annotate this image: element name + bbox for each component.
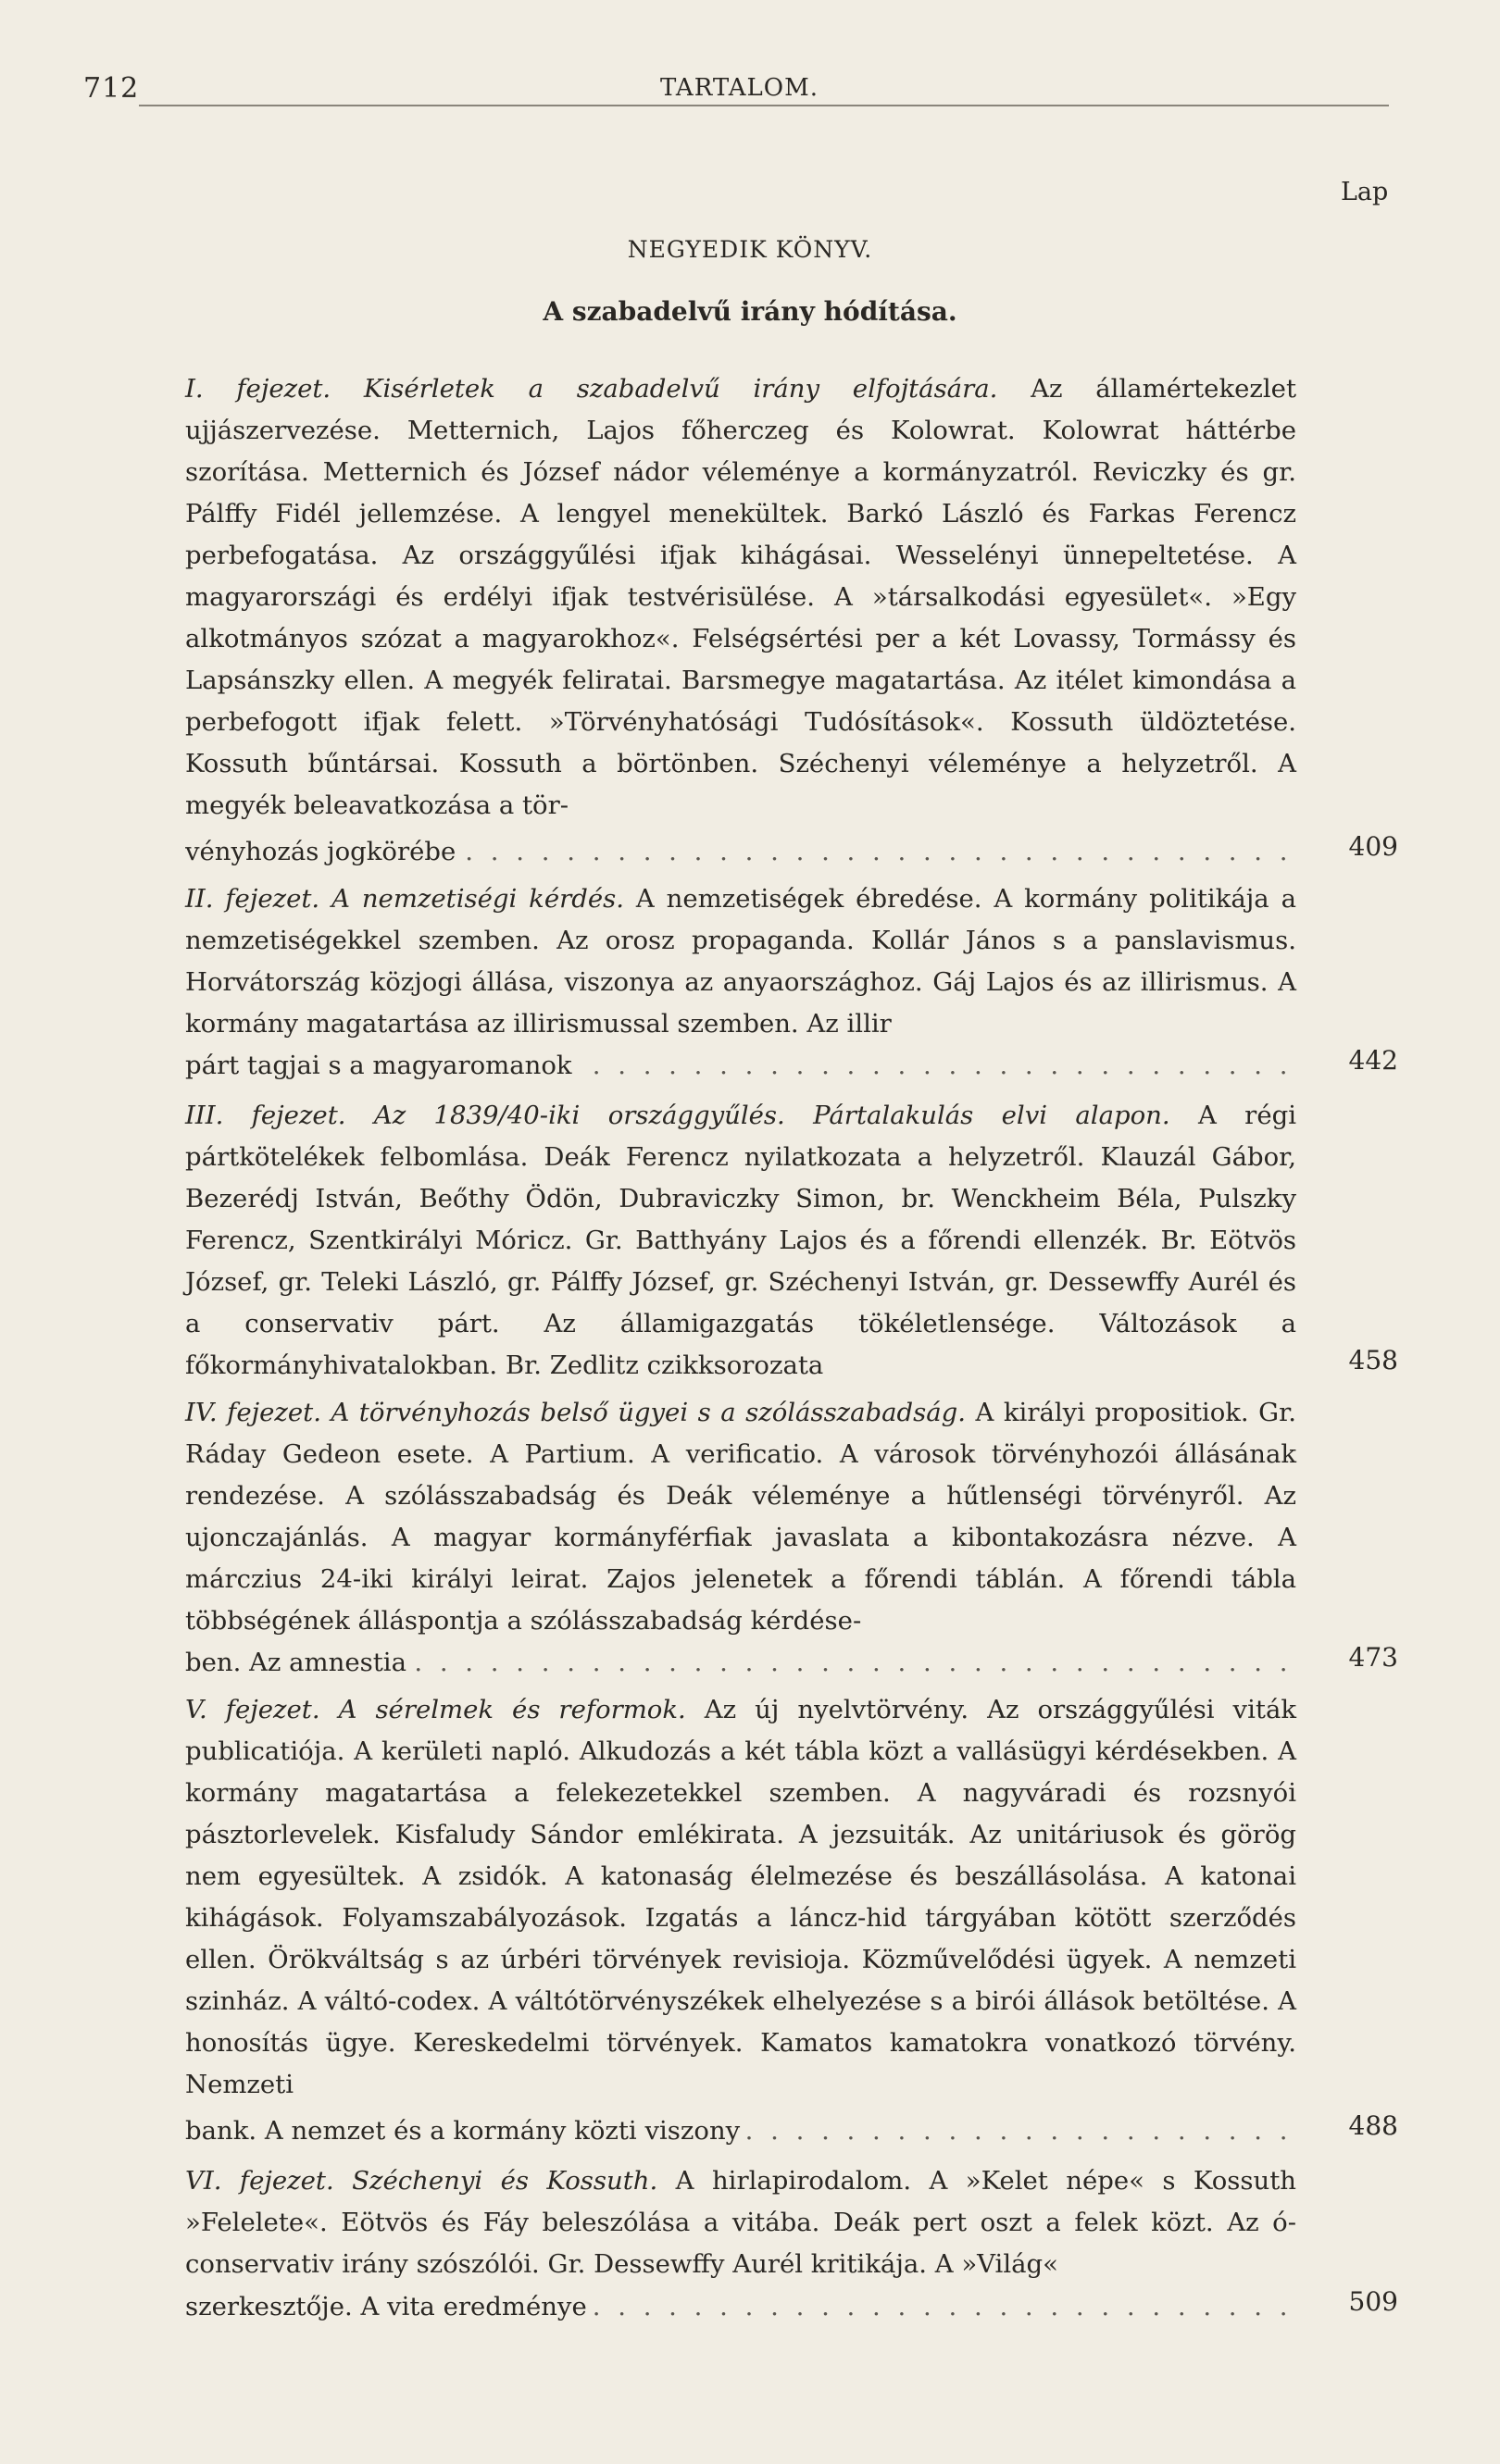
chapter-summary-end: bank. A nemzet és a kormány közti viszony xyxy=(185,2116,745,2146)
running-title: TARTALOM. xyxy=(660,74,819,102)
chapter-page-number: 488 xyxy=(1348,2110,1398,2141)
chapter-heading: I. fejezet. Kisérletek a szabadelvű irány elfojtására. xyxy=(185,374,998,404)
chapter-summary: A nemzetiségek ébredése. A kormány politikája a nemzetiségekkel szemben. Az orosz propaganda. Kollár János s a panslavismus. Horvátország közjogi állása, viszonya az anyaországhoz. Gáj Lajos és az illirismus. A kormány magatartása az illirismussal szemben. Az illir xyxy=(185,884,1296,1039)
lap-label: Lap xyxy=(1341,178,1389,206)
chapter-summary-end: ben. Az amnestia xyxy=(185,1648,412,1677)
chapter-entry xyxy=(185,1392,1296,1642)
page-number: 712 xyxy=(83,72,140,105)
header-rule xyxy=(139,105,1389,106)
chapter-last-line xyxy=(185,1045,1296,1087)
chapter-last-line xyxy=(185,2110,1296,2152)
book-subtitle: A szabadelvű irány hódítása. xyxy=(543,296,957,327)
chapter-summary: A királyi propositiok. Gr. Ráday Gedeon esete. A Partium. A verificatio. A városok törvényhozói állásának rendezése. A szólásszabadság és Deák véleménye a hűtlenségi törvényről. Az ujonczajánlás. A magyar kormányférfiak javaslata a kibontakozásra nézve. A márczius 24-iki királyi leirat. Zajos jelenetek a főrendi táblán. A főrendi tábla többségének álláspontja a szólásszabadság kérdése- xyxy=(185,1398,1296,1636)
chapter-summary-end: vényhozás jogkörébe xyxy=(185,837,461,866)
chapter-summary: Az új nyelvtörvény. Az országgyűlési viták publicatiója. A kerületi napló. Alkudozás a két tábla közt a vallásügyi kérdésekben. A kormány magatartása a felekezetekkel szemben. A nagyváradi és rozsnyói pásztorlevelek. Kisfaludy Sándor emlékirata. A jezsuiták. Az unitáriusok és görög nem egyesültek. A zsidók. A katonaság élelmezése és beszállásolása. A katonai kihágások. Folyamszabályozások. Izgatás a láncz-hid tárgyában kötött szerződés ellen. Örökváltság s az úrbéri törvények revisioja. Közművelődési ügyek. A nemzeti szinház. A váltó-codex. A váltótörvényszékek elhelyezése s a birói állások betöltése. A honosítás ügye. Kereskedelmi törvények. Kamatos kamatokra vonatkozó törvény. Nemzeti xyxy=(185,1695,1297,2099)
chapter-entry xyxy=(185,878,1296,1045)
chapter-page-number: 509 xyxy=(1348,2286,1398,2317)
chapter-entry xyxy=(185,1689,1296,2106)
chapter-last-line xyxy=(185,2286,1296,2328)
chapter-heading: V. fejezet. A sérelmek és reformok. xyxy=(185,1695,686,1724)
chapter-page-number: 409 xyxy=(1348,831,1398,862)
chapter-heading: III. fejezet. Az 1839/40-iki országgyűlés. Pártalakulás elvi alapon. xyxy=(185,1101,1170,1130)
chapter-page-number: 458 xyxy=(1348,1345,1398,1375)
chapter-entry xyxy=(185,1095,1296,1387)
chapter-heading: VI. fejezet. Széchenyi és Kossuth. xyxy=(185,2166,658,2196)
chapter-summary-end: párt tagjai s a magyaromanok xyxy=(185,1051,578,1080)
chapter-summary: A hirlapirodalom. A »Kelet népe« s Kossuth »Felelete«. Eötvös és Fáy beleszólása a vitába. Deák pert oszt a felek közt. Az ó-conservativ irány szószólói. Gr. Dessewffy Aurél kritikája. A »Világ« xyxy=(185,2166,1296,2279)
chapter-entry xyxy=(185,2160,1296,2285)
chapter-last-line xyxy=(185,831,1296,873)
chapter-page-number: 473 xyxy=(1348,1642,1398,1673)
chapter-heading: IV. fejezet. A törvényhozás belső ügyei s a szólásszabadság. xyxy=(185,1398,967,1427)
chapter-summary: Az államértekezlet ujjászervezése. Metternich, Lajos főherczeg és Kolowrat. Kolowrat háttérbe szorítása. Metternich és József nádor véleménye a kormányzatról. Reviczky és gr. Pálffy Fidél jellemzése. A lengyel menekültek. Barkó László és Farkas Ferencz perbefogatása. Az országgyűlési ifjak kihágásai. Wesselényi ünnepeltetése. A magyarországi és erdélyi ifjak testvérisülése. A »társalkodási egyesület«. »Egy alkotmányos szózat a magyarokhoz«. Felségsértési per a két Lovassy, Tormássy és Lapsánszky ellen. A megyék feliratai. Barsmegye magatartása. Az itélet kimondása a perbefogott ifjak felett. »Törvényhatósági Tudósítások«. Kossuth üldöztetése. Kossuth bűntársai. Kossuth a börtönben. Széchenyi véleménye a helyzetről. A megyék beleavatkozása a tör- xyxy=(185,374,1296,820)
chapter-heading: II. fejezet. A nemzetiségi kérdés. xyxy=(185,884,625,914)
chapter-last-line xyxy=(185,1642,1296,1684)
book-title: NEGYEDIK KÖNYV. xyxy=(627,236,873,263)
chapter-entry xyxy=(185,368,1296,827)
chapter-summary: A régi pártkötelékek felbomlása. Deák Ferencz nyilatkozata a helyzetről. Klauzál Gábor, Bezerédj István, Beőthy Ödön, Dubraviczky Simon, br. Wenckheim Béla, Pulszky Ferencz, Szentkirályi Móricz. Gr. Batthyány Lajos és a főrendi ellenzék. Br. Eötvös József, gr. Teleki László, gr. Pálffy József, gr. Széchenyi István, gr. Dessewffy Aurél és a conservativ párt. Az államigazgatás tökéletlensége. Változások a főkormányhivatalokban. Br. Zedlitz czikksorozata xyxy=(185,1101,1296,1380)
chapter-page-number: 442 xyxy=(1348,1045,1398,1076)
chapter-summary-end: szerkesztője. A vita eredménye xyxy=(185,2292,593,2321)
